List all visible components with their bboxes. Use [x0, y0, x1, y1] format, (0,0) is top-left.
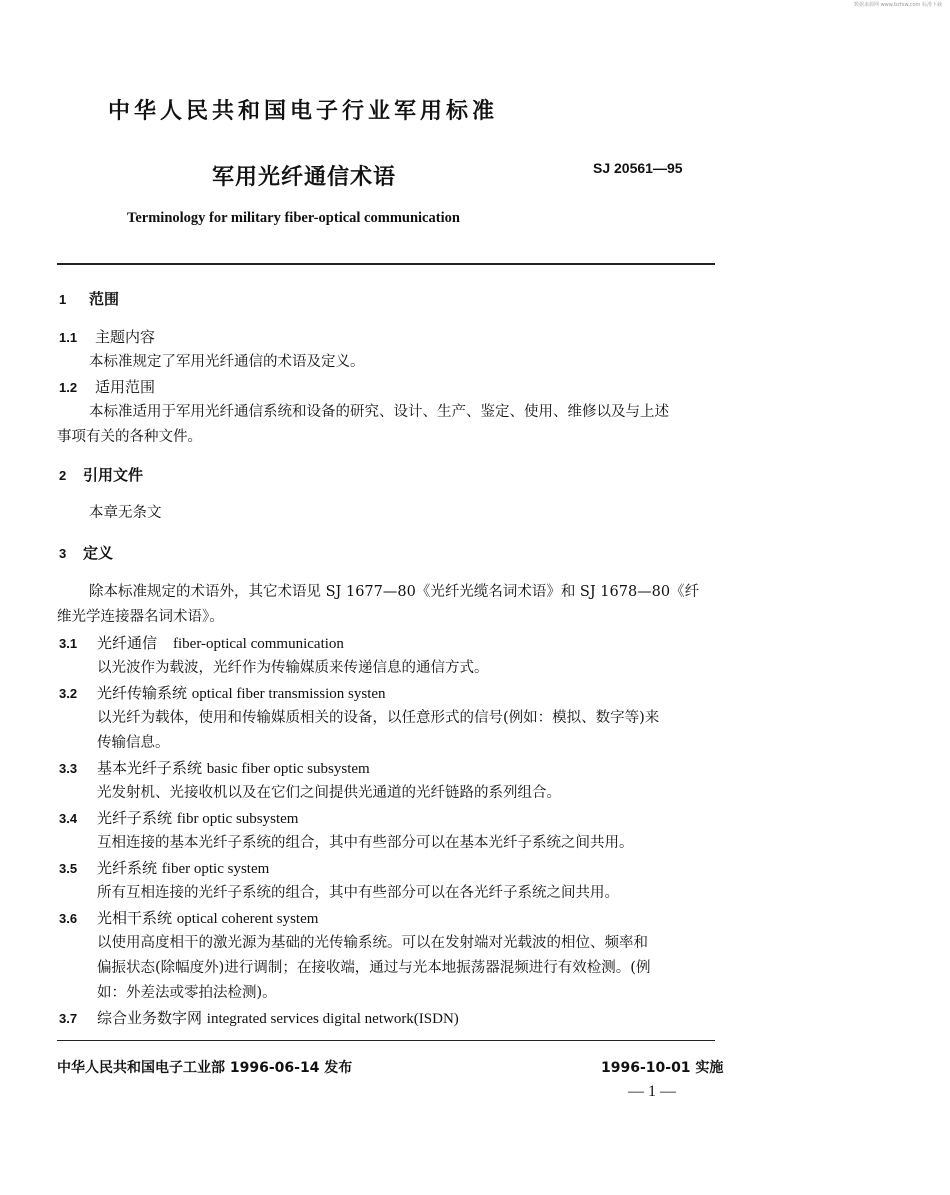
- term-number: 3.2: [59, 686, 78, 701]
- term-zh: 光纤子系统: [97, 809, 173, 827]
- term-3-6: [59, 908, 318, 929]
- term-number: 3.1: [59, 636, 78, 651]
- term-3-5-definition: 所有互相连接的光纤子系统的组合，其中有些部分可以在各光纤子系统之间共用。: [97, 885, 619, 901]
- section-title: 主题内容: [95, 328, 156, 346]
- term-en: fibr optic subsystem: [176, 811, 299, 827]
- term-3-7: [59, 1008, 459, 1029]
- section-number: 3: [59, 546, 67, 561]
- term-number: 3.3: [59, 761, 78, 776]
- bottom-divider: [57, 1040, 715, 1041]
- term-3-6-definition-line-1: 以使用高度相干的激光源为基础的光传输系统。可以在发射端对光载波的相位、频率和: [97, 935, 648, 951]
- term-3-2-definition-line-2: 传输信息。: [97, 735, 170, 751]
- term-number: 3.6: [59, 911, 78, 926]
- term-zh: 光相干系统: [97, 909, 173, 927]
- term-3-1-definition: 以光波作为载波，光纤作为传输媒质来传递信息的通信方式。: [97, 660, 489, 676]
- term-3-4-definition: 互相连接的基本光纤子系统的组合，其中有些部分可以在基本光纤子系统之间共用。: [97, 835, 634, 851]
- section-1-1-heading: [59, 327, 155, 348]
- standard-code: SJ 20561—95: [593, 160, 683, 176]
- term-number: 3.4: [59, 811, 78, 826]
- issuing-body-header: 中华人民共和国电子行业军用标准: [108, 99, 499, 124]
- source-watermark: 数据来源网 www.bzfxw.com 标准下载: [854, 2, 942, 8]
- term-zh: 光纤系统: [97, 859, 158, 877]
- section-title: 范围: [89, 290, 120, 308]
- section-1-2-heading: [59, 377, 155, 398]
- term-zh: 光纤传输系统: [97, 684, 188, 702]
- section-2-body: 本章无条文: [89, 505, 162, 521]
- section-3-intro-line-2: 维光学连接器名词术语》。: [57, 609, 224, 625]
- top-divider: [57, 263, 715, 265]
- term-3-2: [59, 683, 386, 704]
- section-1-1-body: 本标准规定了军用光纤通信的术语及定义。: [89, 354, 365, 370]
- section-title: 适用范围: [95, 378, 156, 396]
- term-3-2-definition-line-1: 以光纤为载体，使用和传输媒质相关的设备，以任意形式的信号(例如：模拟、数字等)来: [97, 710, 660, 726]
- term-number: 3.7: [59, 1011, 78, 1026]
- term-en: optical fiber transmission systen: [191, 686, 386, 702]
- term-en: integrated services digital network(ISDN): [206, 1011, 459, 1027]
- term-zh: 光纤通信: [97, 634, 158, 652]
- section-number: 1.2: [59, 380, 78, 395]
- section-1-heading: [59, 289, 119, 310]
- term-en: fiber-optical communication: [173, 636, 344, 652]
- term-zh: 基本光纤子系统: [97, 759, 203, 777]
- page-number: — 1 —: [628, 1083, 676, 1100]
- term-3-4: [59, 808, 298, 829]
- section-number: 1: [59, 292, 67, 307]
- section-title: 定义: [83, 544, 114, 562]
- term-en: basic fiber optic subsystem: [206, 761, 370, 777]
- term-zh: 综合业务数字网: [97, 1009, 203, 1027]
- term-en: fiber optic system: [161, 861, 270, 877]
- term-3-6-definition-line-2: 偏振状态(除幅度外)进行调制；在接收端，通过与光本地振荡器混频进行有效检测。(例: [97, 960, 651, 976]
- section-number: 2: [59, 468, 67, 483]
- term-3-5: [59, 858, 269, 879]
- section-1-2-body-line-2: 事项有关的各种文件。: [57, 429, 202, 445]
- section-1-2-body-line-1: 本标准适用于军用光纤通信系统和设备的研究、设计、生产、鉴定、使用、维修以及与上述: [89, 404, 669, 420]
- term-3-6-definition-line-3: 如：外差法或零拍法检测)。: [97, 985, 277, 1001]
- english-title: Terminology for military fiber-optical communication: [127, 210, 460, 226]
- section-3-intro-line-1: 除本标准规定的术语外，其它术语见 SJ 1677—80《光纤光缆名词术语》和 SJ 1678—80《纤: [89, 584, 700, 600]
- section-number: 1.1: [59, 330, 78, 345]
- document-title: 军用光纤通信术语: [212, 165, 397, 190]
- term-en: optical coherent system: [176, 911, 319, 927]
- term-3-3-definition: 光发射机、光接收机以及在它们之间提供光通道的光纤链路的系列组合。: [97, 785, 561, 801]
- section-2-heading: [59, 465, 143, 486]
- term-number: 3.5: [59, 861, 78, 876]
- term-3-3: [59, 758, 370, 779]
- section-3-heading: [59, 543, 113, 564]
- term-3-1: [59, 633, 344, 654]
- section-title: 引用文件: [83, 466, 144, 484]
- issue-date: 中华人民共和国电子工业部 1996-06-14 发布: [57, 1060, 353, 1076]
- effective-date: 1996-10-01 实施: [601, 1060, 724, 1076]
